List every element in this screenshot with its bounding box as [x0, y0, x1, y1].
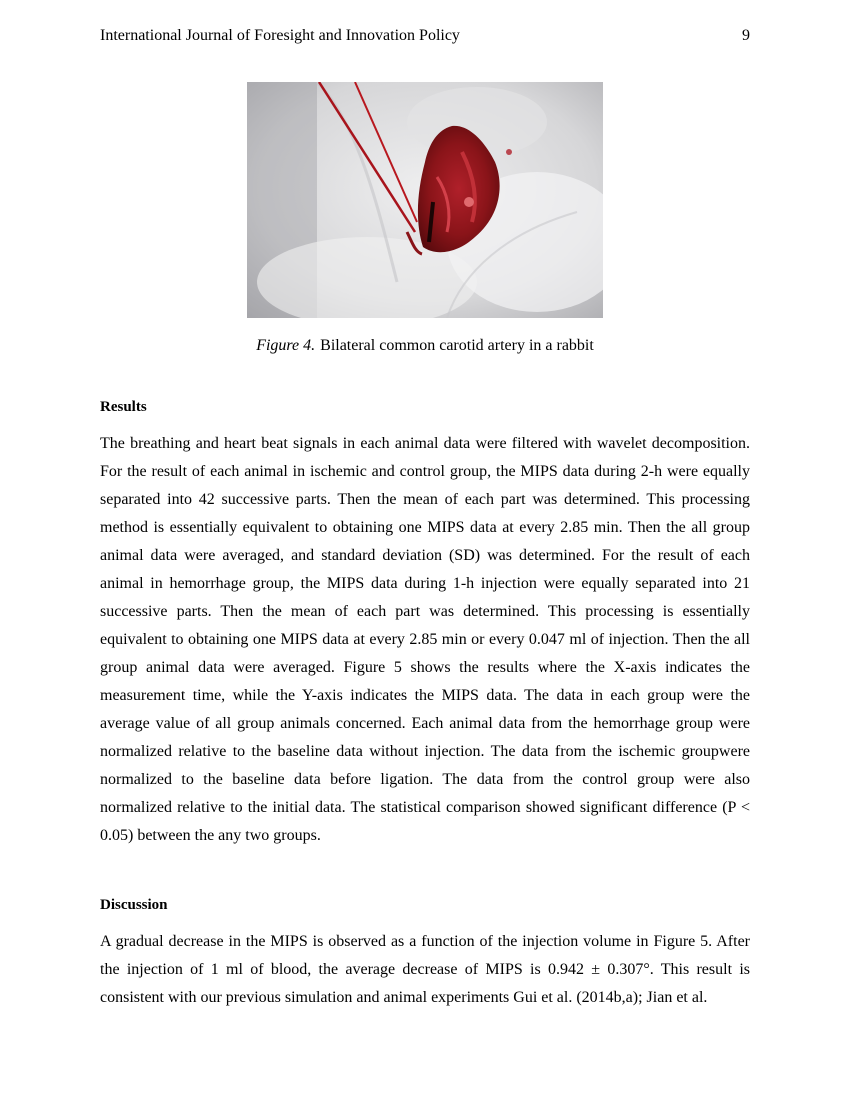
discussion-heading: Discussion	[100, 897, 168, 913]
figure-label: Figure 4.	[256, 337, 316, 354]
discussion-paragraph: A gradual decrease in the MIPS is observed as a function of the injection volume in Figure 5. After the injection of 1 ml of blood, the average decrease of MIPS is 0.942 ± 0.307°. This result is consistent with our previous simulation and animal experiments Gui et al. (2014b,a); Jian et al.	[100, 933, 750, 1006]
results-paragraph: The breathing and heart beat signals in each animal data were filtered with wavelet decomposition. For the result of each animal in ischemic and control group, the MIPS data during 2-h were equally separated into 42 successive parts. Then the mean of each part was determined. This processing method is essentially equivalent to obtaining one MIPS data at every 2.85 min. Then the all group animal data were averaged, and standard deviation (SD) was determined. For the result of each animal in hemorrhage group, the MIPS data during 1-h injection were equally separated into 21 successive parts. Then the mean of each part was determined. This processing is essentially equivalent to obtaining one MIPS data at every 2.85 min or every 0.047 ml of injection. Then the all group animal data were averaged. Figure 5 shows the results where the X-axis indicates the measurement time, while the Y-axis indicates the MIPS data. The data in each group were the average value of all group animals concerned. Each animal data from the hemorrhage group were normalized relative to the baseline data without injection. The data from the ischemic groupwere normalized to the baseline data before ligation. The data from the control group were also normalized relative to the initial data. The statistical comparison showed significant difference (P < 0.05) between the any two groups.	[100, 435, 750, 844]
page-number: 9	[742, 27, 750, 44]
figure-caption-text: Bilateral common carotid artery in a rabbit	[320, 337, 594, 354]
results-heading: Results	[100, 399, 147, 415]
journal-title: International Journal of Foresight and Innovation Policy	[100, 27, 460, 44]
figure-caption	[0, 336, 850, 356]
figure-4-photo	[247, 82, 603, 318]
surgical-photo-icon	[247, 82, 603, 318]
